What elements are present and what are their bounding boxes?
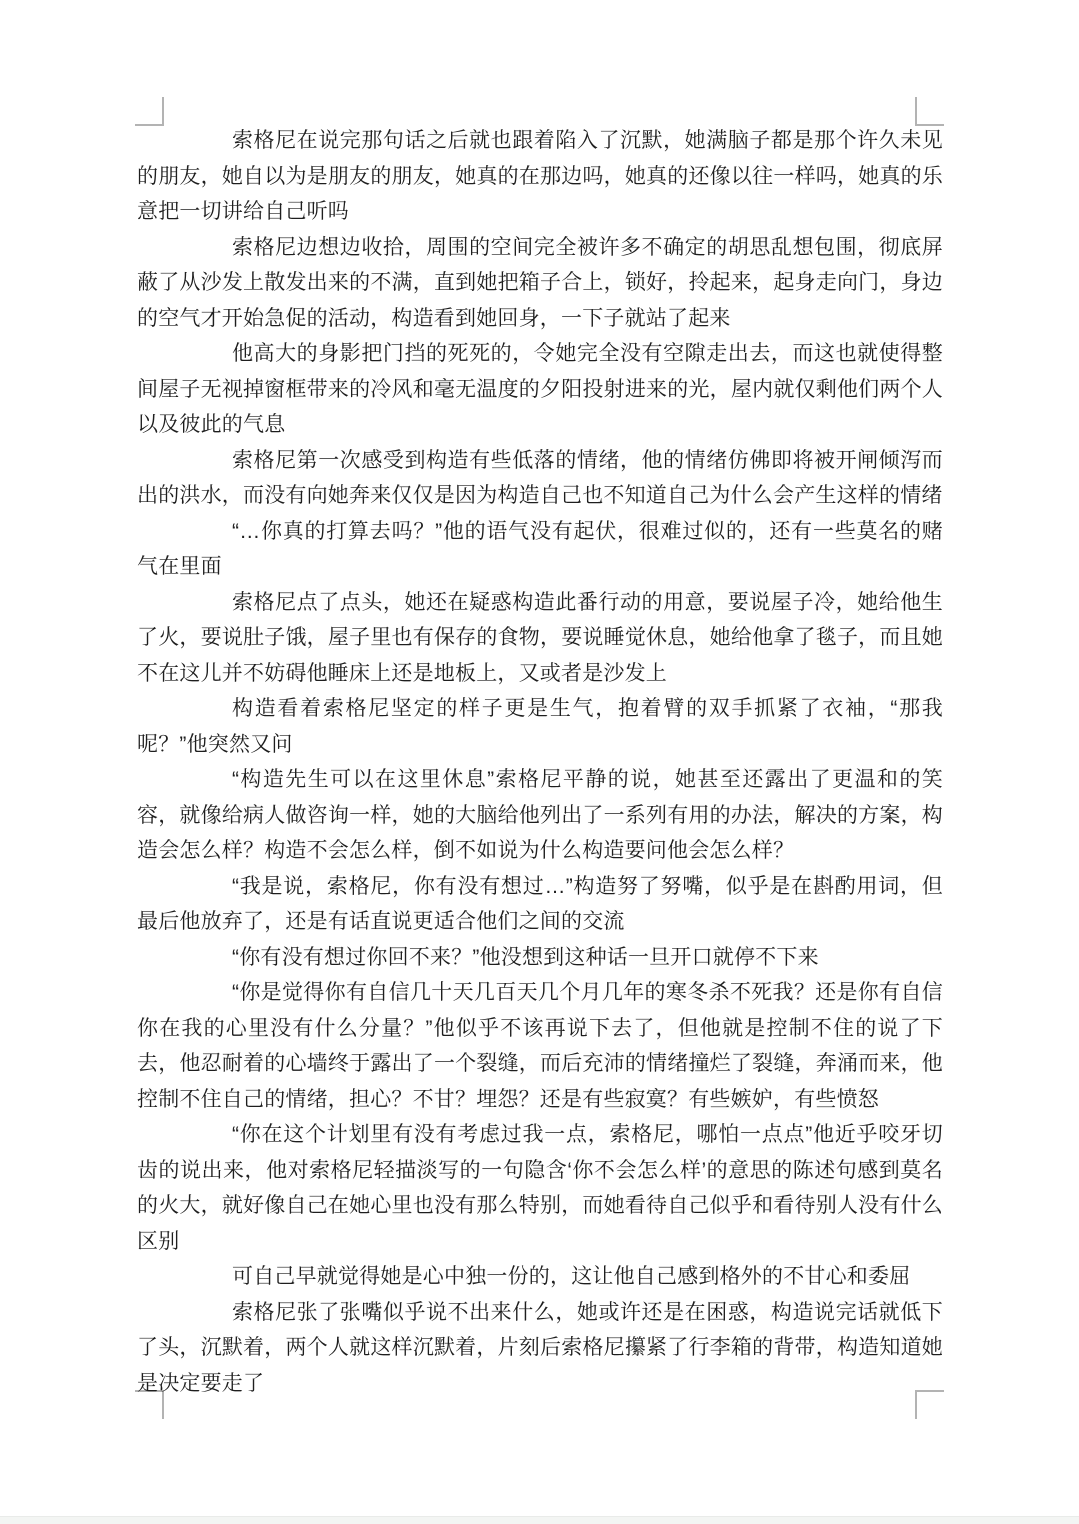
page-corner-mark-top-left (135, 97, 164, 126)
paragraph[interactable]: “…你真的打算去吗？”他的语气没有起伏，很难过似的，还有一些莫名的赌气在里面 (137, 519, 943, 578)
paragraph[interactable]: 索格尼第一次感受到构造有些低落的情绪，他的情绪仿佛即将被开闸倾泻而出的洪水，而没有向她奔来仅仅是因为构造自己也不知道自己为什么会产生这样的情绪 (137, 448, 943, 507)
paragraph[interactable]: 索格尼边想边收拾，周围的空间完全被许多不确定的胡思乱想包围，彻底屏蔽了从沙发上散发出来的不满，直到她把箱子合上，锁好，拎起来，起身走向门，身边的空气才开始急促的活动，构造看到她回身，一下子就站了起来 (137, 235, 943, 330)
paragraph[interactable]: 他高大的身影把门挡的死死的，令她完全没有空隙走出去，而这也就使得整间屋子无视掉窗框带来的冷风和毫无温度的夕阳投射进来的光，屋内就仅剩他们两个人以及彼此的气息 (137, 342, 943, 436)
paragraph[interactable]: 索格尼张了张嘴似乎说不出来什么，她或许还是在困惑，构造说完话就低下了头，沉默着，两个人就这样沉默着，片刻后索格尼攥紧了行李箱的背带，构造知道她是决定要走了 (137, 1300, 943, 1395)
paragraph[interactable]: “你有没有想过你回不来？”他没想到这种话一旦开口就停不下来 (232, 945, 819, 969)
paragraph[interactable]: 索格尼点了点头，她还在疑惑构造此番行动的用意，要说屋子冷，她给他生了火，要说肚子饿，屋子里也有保存的食物，要说睡觉休息，她给他拿了毯子，而且她不在这儿并不妨碍他睡床上还是地板上，又或者是沙发上 (137, 590, 943, 685)
paragraph[interactable]: “你是觉得你有自信几十天几百天几个月几年的寒冬杀不死我？还是你有自信你在我的心里没有什么分量？”他似乎不该再说下去了，但他就是控制不住的说了下去，他忍耐着的心墙终于露出了一个裂缝，而后充沛的情绪撞烂了裂缝，奔涌而来，他控制不住自己的情绪，担心？不甘？埋怨？还是有些寂寞？有些嫉妒，有些愤怒 (137, 981, 943, 1111)
bottom-ui-strip (0, 1516, 1079, 1524)
paragraph[interactable]: “你在这个计划里有没有考虑过我一点，索格尼，哪怕一点点”他近乎咬牙切齿的说出来，他对索格尼轻描淡写的一句隐含‘你不会怎么样’的意思的陈述句感到莫名的火大，就好像自己在她心里也没有那么特别，而她看待自己似乎和看待别人没有什么区别 (137, 1123, 943, 1253)
paragraph[interactable]: 构造看着索格尼坚定的样子更是生气，抱着臂的双手抓紧了衣袖，“那我呢？”他突然又问 (137, 697, 943, 756)
document-text-area[interactable] (137, 123, 943, 1401)
paragraph[interactable]: 索格尼在说完那句话之后就也跟着陷入了沉默，她满脑子都是那个许久未见的朋友，她自以为是朋友的朋友，她真的在那边吗，她真的还像以往一样吗，她真的乐意把一切讲给自己听吗 (137, 129, 943, 223)
paragraph[interactable]: “我是说，索格尼，你有没有想过…”构造努了努嘴，似乎是在斟酌用词，但最后他放弃了，还是有话直说更适合他们之间的交流 (137, 874, 943, 933)
paragraph[interactable]: “构造先生可以在这里休息”索格尼平静的说，她甚至还露出了更温和的笑容，就像给病人做咨询一样，她的大脑给他列出了一系列有用的办法，解决的方案，构造会怎么样？构造不会怎么样，倒不如说为什么构造要问他会怎么样？ (137, 768, 943, 862)
page-corner-mark-top-right (915, 97, 944, 126)
paragraph[interactable]: 可自己早就觉得她是心中独一份的，这让他自己感到格外的不甘心和委屈 (232, 1265, 911, 1288)
